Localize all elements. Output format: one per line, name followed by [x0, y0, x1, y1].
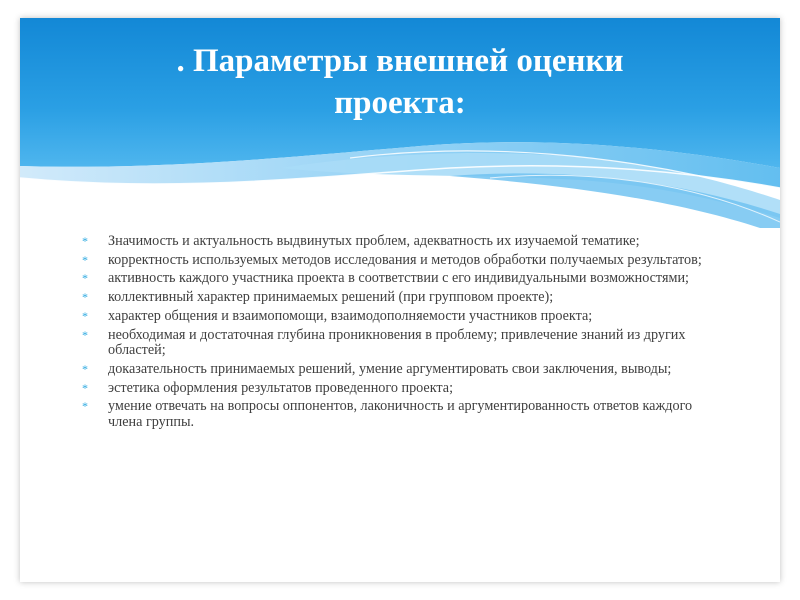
bullet-text: корректность используемых методов исследования и методов обработки получаемых результатов;	[108, 251, 702, 268]
bullet-text: активность каждого участника проекта в соответствии с его индивидуальными возможностями;	[108, 270, 689, 287]
bullet-icon: *	[82, 327, 88, 342]
bullet-icon: *	[82, 290, 88, 305]
bullet-icon: *	[82, 361, 88, 376]
bullet-icon: *	[82, 308, 88, 323]
bullet-item	[82, 399, 722, 430]
bullet-text: характер общения и взаимопомощи, взаимодополняемости участников проекта;	[108, 307, 593, 324]
slide	[20, 18, 780, 582]
bullet-text: эстетика оформления результатов проведенного проекта;	[108, 379, 454, 396]
bullet-item	[82, 253, 722, 269]
bullet-text: коллективный характер принимаемых решений (при групповом проекте);	[108, 289, 554, 306]
bullet-item	[82, 271, 722, 287]
bullet-item	[82, 234, 722, 250]
bullet-text: необходимая и достаточная глубина проникновения в проблему; привлечение знаний из других областей;	[108, 326, 686, 359]
bullet-icon: *	[82, 234, 88, 248]
bullet-item	[82, 328, 722, 359]
bullet-icon: *	[82, 252, 88, 267]
slide-title-line-1: . Параметры внешней оценки	[176, 43, 624, 79]
bullet-text: Значимость и актуальность выдвинутых проблем, адекватность их изучаемой тематике;	[108, 233, 640, 249]
bullet-text: доказательность принимаемых решений, умение аргументировать свои заключения, выводы;	[108, 360, 672, 377]
bullet-list	[82, 234, 722, 434]
bullet-icon: *	[82, 399, 88, 414]
bullet-text: умение отвечать на вопросы оппонентов, лаконичность и аргументированность ответов каждого члена группы.	[108, 398, 693, 431]
bullet-item	[82, 381, 722, 397]
slide-title	[50, 40, 750, 124]
bullet-item	[82, 290, 722, 306]
slide-title-line-2: проекта:	[334, 85, 466, 121]
bullet-item	[82, 309, 722, 325]
bullet-icon: *	[82, 271, 88, 286]
bullet-item	[82, 362, 722, 378]
bullet-icon: *	[82, 380, 88, 395]
